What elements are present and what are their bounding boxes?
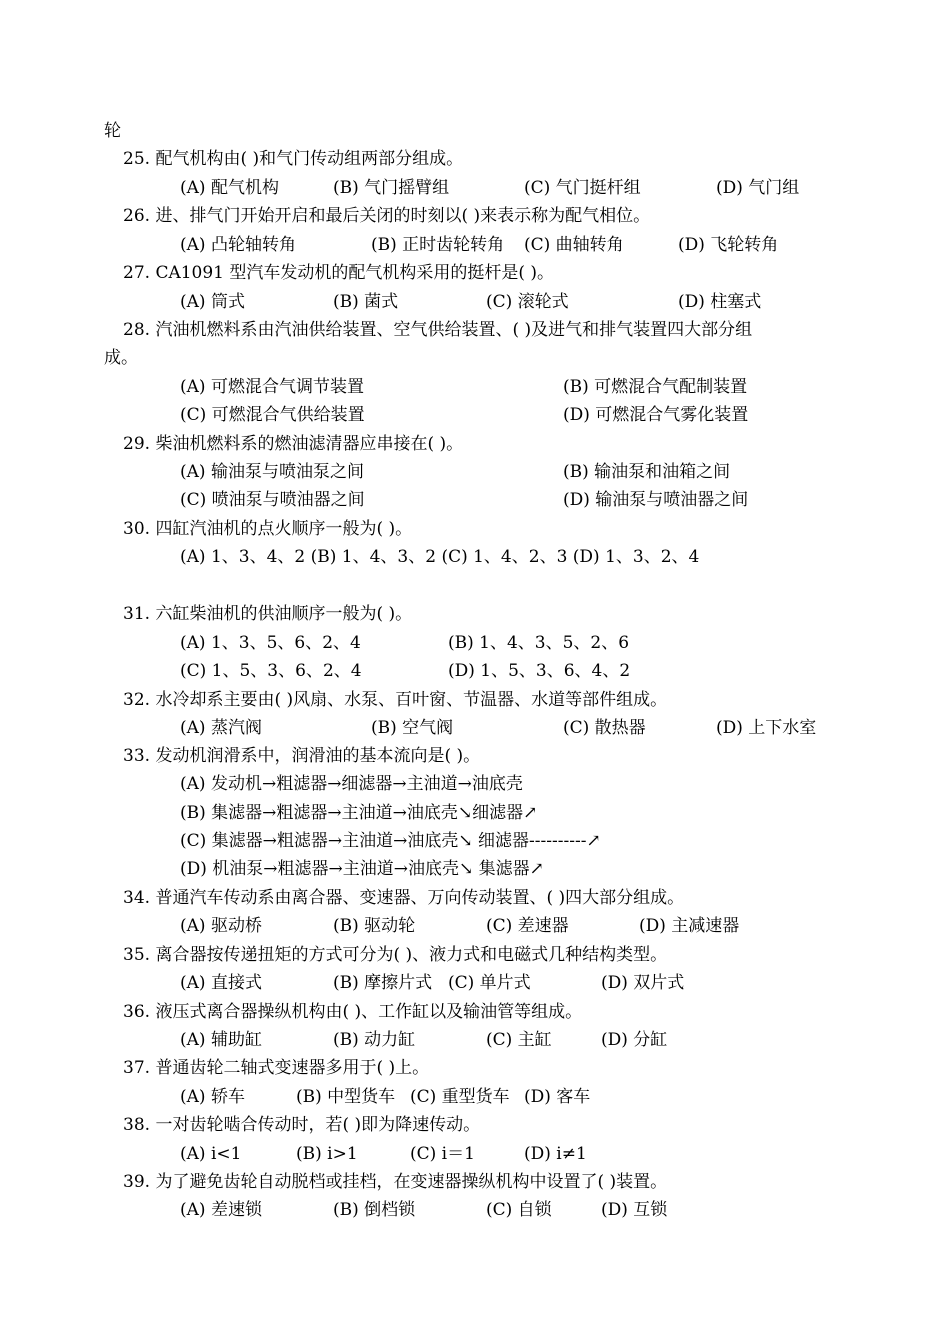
question-39: 39. 为了避免齿轮自动脱档或挂档，在变速器操纵机构中设置了( )装置。 (123, 1172, 668, 1192)
question-37: 37. 普通齿轮二轴式变速器多用于( )上。 (123, 1058, 430, 1078)
answer-option: (C) 主缸 (486, 1030, 552, 1050)
answer-option: (C) 1、5、3、6、2、4 (180, 661, 362, 681)
question-38: 38. 一对齿轮啮合传动时，若( )即为降速传动。 (123, 1115, 481, 1135)
answer-option: (B) 气门摇臂组 (333, 178, 450, 198)
answer-option: (A) 直接式 (180, 973, 262, 993)
answer-option: (A) 筒式 (180, 292, 245, 312)
question-32: 32. 水冷却系主要由( )风扇、水泵、百叶窗、节温器、水道等部件组成。 (123, 690, 668, 710)
answer-option: (C) 滚轮式 (486, 292, 569, 312)
answer-option: (A) i<1 (180, 1144, 242, 1164)
question-25: 25. 配气机构由( )和气门传动组两部分组成。 (123, 149, 464, 169)
answer-option: (D) 互锁 (601, 1200, 668, 1220)
answer-option: (B) 驱动轮 (333, 916, 416, 936)
question-33: 33. 发动机润滑系中，润滑油的基本流向是( )。 (123, 746, 481, 766)
answer-option: (A) 配气机构 (180, 178, 279, 198)
question-35: 35. 离合器按传递扭矩的方式可分为( )、液力式和电磁式几种结构类型。 (123, 945, 668, 965)
answer-option: (D) 气门组 (716, 178, 800, 198)
question-34: 34. 普通汽车传动系由离合器、变速器、万向传动装置、( )四大部分组成。 (123, 888, 685, 908)
answer-option: (B) 摩擦片式 (333, 973, 433, 993)
question-33-option-c: (C) 集滤器→粗滤器→主油道→油底壳↘ 细滤器----------↗ (180, 831, 601, 851)
answer-option: (B) 中型货车 (296, 1087, 396, 1107)
answer-option: (B) 空气阀 (371, 718, 454, 738)
question-28: 28. 汽油机燃料系由汽油供给装置、空气供给装置、( )及进气和排气装置四大部分组 (123, 320, 753, 340)
question-33-option-d: (D) 机油泵→粗滤器→主油道→油底壳↘ 集滤器↗ (180, 859, 544, 879)
question-30-options: (A) 1、3、4、2 (B) 1、4、3、2 (C) 1、4、2、3 (D) 1、3、2、4 (180, 547, 700, 567)
answer-option: (D) 上下水室 (716, 718, 817, 738)
answer-option: (C) i＝1 (410, 1144, 475, 1164)
text-line: 轮 (104, 121, 121, 141)
answer-option: (A) 蒸汽阀 (180, 718, 262, 738)
answer-option: (B) i>1 (296, 1144, 358, 1164)
answer-option: (A) 凸轮轴转角 (180, 235, 296, 255)
answer-option: (C) 可燃混合气供给装置 (180, 405, 365, 425)
answer-option: (D) 输油泵与喷油器之间 (563, 490, 749, 510)
answer-option: (D) 柱塞式 (678, 292, 762, 312)
question-29: 29. 柴油机燃料系的燃油滤清器应串接在( )。 (123, 434, 464, 454)
answer-option: (B) 输油泵和油箱之间 (563, 462, 731, 482)
answer-option: (D) 可燃混合气雾化装置 (563, 405, 749, 425)
answer-option: (D) 客车 (524, 1087, 591, 1107)
answer-option: (C) 差速器 (486, 916, 569, 936)
answer-option: (C) 自锁 (486, 1200, 552, 1220)
answer-option: (A) 可燃混合气调节装置 (180, 377, 364, 397)
question-33-option-b: (B) 集滤器→粗滤器→主油道→油底壳↘细滤器↗ (180, 803, 538, 823)
answer-option: (A) 1、3、5、6、2、4 (180, 633, 361, 653)
answer-option: (B) 可燃混合气配制装置 (563, 377, 748, 397)
answer-option: (D) 主减速器 (639, 916, 740, 936)
answer-option: (A) 轿车 (180, 1087, 245, 1107)
answer-option: (D) i≠1 (524, 1144, 587, 1164)
answer-option: (C) 喷油泵与喷油器之间 (180, 490, 365, 510)
answer-option: (C) 气门挺杆组 (524, 178, 641, 198)
answer-option: (B) 正时齿轮转角 (371, 235, 505, 255)
answer-option: (B) 动力缸 (333, 1030, 416, 1050)
answer-option: (B) 1、4、3、5、2、6 (448, 633, 630, 653)
answer-option: (C) 散热器 (563, 718, 646, 738)
answer-option: (C) 曲轴转角 (524, 235, 624, 255)
question-26: 26. 进、排气门开始开启和最后关闭的时刻以( )来表示称为配气相位。 (123, 206, 651, 226)
answer-option: (D) 飞轮转角 (678, 235, 779, 255)
answer-option: (D) 1、5、3、6、4、2 (448, 661, 631, 681)
answer-option: (D) 双片式 (601, 973, 685, 993)
answer-option: (A) 差速锁 (180, 1200, 262, 1220)
question-36: 36. 液压式离合器操纵机构由( )、工作缸以及输油管等组成。 (123, 1002, 583, 1022)
question-30: 30. 四缸汽油机的点火顺序一般为( )。 (123, 519, 413, 539)
answer-option: (C) 重型货车 (410, 1087, 510, 1107)
question-31: 31. 六缸柴油机的供油顺序一般为( )。 (123, 604, 413, 624)
answer-option: (A) 辅助缸 (180, 1030, 262, 1050)
question-28-continued: 成。 (104, 348, 138, 368)
answer-option: (A) 输油泵与喷油泵之间 (180, 462, 364, 482)
answer-option: (B) 倒档锁 (333, 1200, 416, 1220)
answer-option: (B) 菌式 (333, 292, 399, 312)
answer-option: (C) 单片式 (448, 973, 531, 993)
answer-option: (A) 驱动桥 (180, 916, 262, 936)
answer-option: (D) 分缸 (601, 1030, 668, 1050)
question-33-option-a: (A) 发动机→粗滤器→细滤器→主油道→油底壳 (180, 774, 523, 794)
question-27: 27. CA1091 型汽车发动机的配气机构采用的挺杆是( )。 (123, 263, 555, 283)
